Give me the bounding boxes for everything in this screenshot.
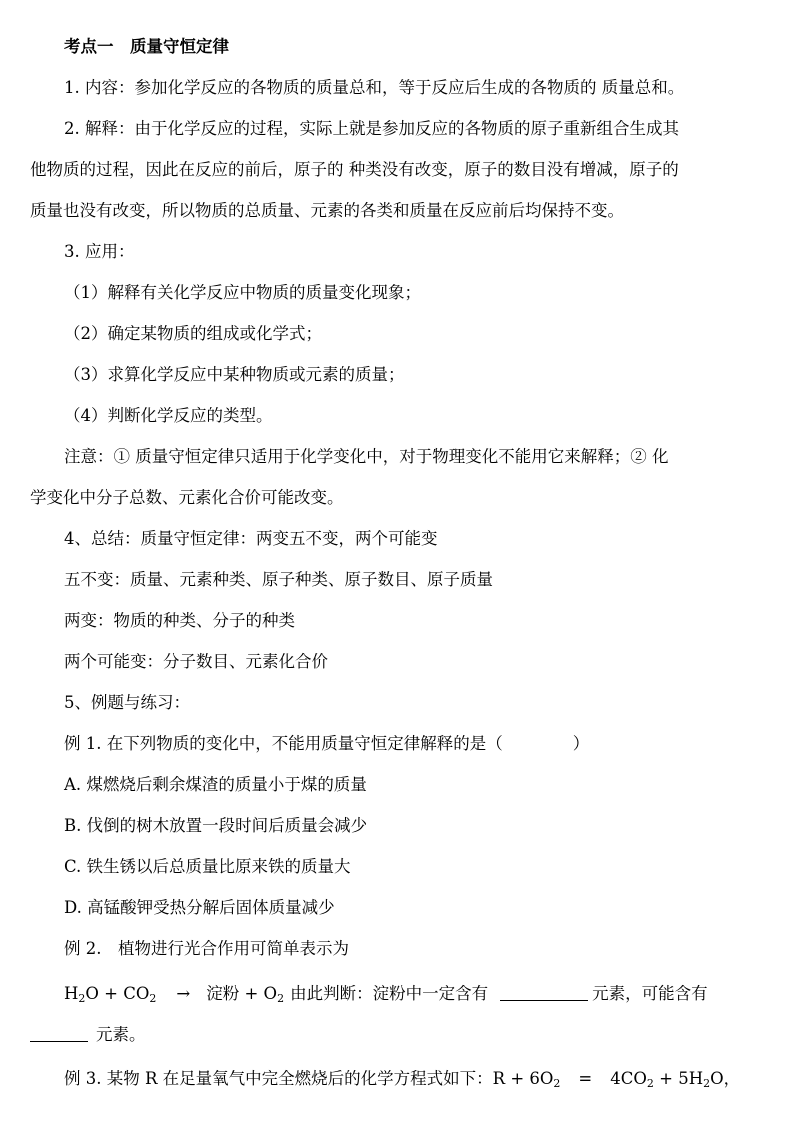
two-may-change: 两个可能变：分子数目、元素化合价 — [64, 652, 328, 671]
must-tail: 元素，可能含有 — [592, 984, 708, 1003]
explanation-line-1: 2. 解释：由于化学反应的过程，实际上就是参加反应的各物质的原子重新组合生成其 — [64, 119, 679, 138]
option-d: D. 高锰酸钾受热分解后固体质量减少 — [64, 898, 335, 917]
option-a: A. 煤燃烧后剩余煤渣的质量小于煤的质量 — [64, 775, 367, 794]
must-contain-blank[interactable] — [500, 984, 588, 1001]
formula-text: H — [64, 984, 79, 1003]
example-3-text: 例 3. 某物 R 在足量氧气中完全燃烧后的化学方程式如下：R + 6O — [64, 1069, 554, 1088]
judge-text: 由此判断：淀粉中一定含有 — [290, 984, 489, 1003]
note-line-1: 注意：① 质量守恒定律只适用于化学变化中，对于物理变化不能用它来解释；② 化 — [64, 447, 669, 466]
application-item-1: （1）解释有关化学反应中物质的质量变化现象； — [64, 283, 421, 302]
example-2-equation — [64, 983, 708, 1010]
formula-text: + 5H — [653, 1069, 704, 1088]
five-unchanged: 五不变：质量、元素种类、原子种类、原子数目、原子质量 — [64, 570, 493, 589]
option-c: C. 铁生锈以后总质量比原来铁的质量大 — [64, 857, 351, 876]
example-3-stem — [64, 1068, 740, 1095]
example-2-stem: 例 2. 植物进行光合作用可简单表示为 — [64, 939, 349, 958]
summary-heading: 4、总结：质量守恒定律：两变五不变，两个可能变 — [64, 529, 438, 548]
subscript: 2 — [149, 992, 157, 1005]
formula-text: O， — [710, 1069, 741, 1088]
examples-heading: 5、例题与练习： — [64, 693, 190, 712]
note-line-2: 学变化中分子总数、元素化合价可能改变。 — [30, 488, 344, 507]
option-b: B. 伐倒的树木放置一段时间后质量会减少 — [64, 816, 368, 835]
formula-text: 淀粉 + O — [206, 984, 278, 1003]
application-item-3: （3）求算化学反应中某种物质或元素的质量； — [64, 365, 405, 384]
subscript: 2 — [78, 992, 86, 1005]
section-title: 考点一 质量守恒定律 — [64, 37, 229, 56]
two-changed: 两变：物质的种类、分子的种类 — [64, 611, 295, 630]
explanation-line-2: 他物质的过程，因此在反应的前后，原子的 种类没有改变，原子的数目没有增减，原子的 — [30, 160, 679, 179]
subscript: 2 — [703, 1077, 711, 1090]
subscript: 2 — [277, 992, 285, 1005]
example-1-close: ） — [572, 734, 590, 753]
arrow-icon: → — [176, 984, 191, 1003]
example-1-question: 例 1. 在下列物质的变化中，不能用质量守恒定律解释的是（ — [64, 734, 503, 753]
example-1-stem — [64, 733, 589, 755]
application-item-4: （4）判断化学反应的类型。 — [64, 406, 273, 425]
formula-text: 4CO — [610, 1069, 647, 1088]
maybe-tail: 元素。 — [96, 1025, 146, 1044]
equals-sign: = — [578, 1069, 593, 1088]
formula-text: O + CO — [85, 984, 150, 1003]
application-item-2: （2）确定某物质的组成或化学式； — [64, 324, 322, 343]
subscript: 2 — [646, 1077, 654, 1090]
may-contain-blank[interactable] — [30, 1025, 88, 1042]
subscript: 2 — [553, 1077, 561, 1090]
application-heading: 3. 应用： — [64, 242, 135, 261]
explanation-line-3: 质量也没有改变，所以物质的总质量、元素的各类和质量在反应前后均保持不变。 — [30, 201, 624, 220]
content-paragraph: 1. 内容：参加化学反应的各物质的质量总和，等于反应后生成的各物质的 质量总和。 — [64, 78, 685, 97]
example-2-line-2 — [30, 1024, 146, 1046]
